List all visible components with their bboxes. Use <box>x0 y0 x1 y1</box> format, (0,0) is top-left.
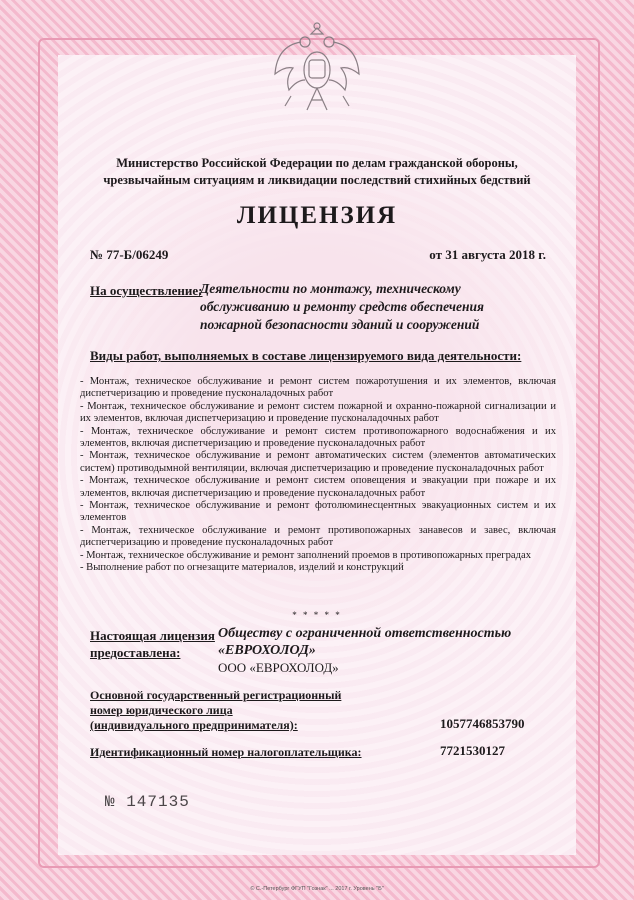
ministry-header <box>0 155 634 189</box>
grantee-label <box>90 627 215 661</box>
license-number: № 77-Б/06249 <box>90 247 169 262</box>
coat-of-arms-icon <box>271 20 363 120</box>
ministry-line-1: Министерство Российской Федерации по делам гражданской обороны, <box>116 156 518 170</box>
grantee-name <box>218 625 548 659</box>
grantee-short-name: ООО «ЕВРОХОЛОД» <box>218 660 339 675</box>
list-item: - Монтаж, техническое обслуживание и ремонт противопожарных занавесов и завес, включая диспетчеризацию и проведение пусконаладочных работ <box>80 524 556 549</box>
list-item: - Выполнение работ по огнезащите материалов, изделий и конструкций <box>80 562 404 574</box>
works-list <box>80 376 556 575</box>
activity-label: На осуществление: <box>90 283 203 298</box>
list-item: - Монтаж, техническое обслуживание и ремонт автоматических систем (элементов автоматических систем) противодымной вентиляции, включая диспетчеризацию и проведение пусконаладочных работ <box>80 450 556 474</box>
list-item: - Монтаж, техническое обслуживание и ремонт фотолюминесцентных эвакуационных систем и их элементов <box>80 500 556 524</box>
list-item: - Монтаж, техническое обслуживание и ремонт систем оповещения и эвакуации при пожаре и их элементов, включая диспетчеризацию и проведение пусконаладочных работ <box>80 475 556 499</box>
grantee-name-line-1: Обществу с ограниченной ответственностью <box>218 626 512 641</box>
works-heading: Виды работ, выполняемых в составе лицензируемого вида деятельности: <box>90 348 522 363</box>
activity-text: Деятельности по монтажу, техническому обслуживанию и ремонту средств обеспечения пожарной безопасности зданий и сооружений <box>200 281 484 332</box>
grantee-label-line-2: предоставлена: <box>90 645 181 660</box>
list-item: - Монтаж, техническое обслуживание и ремонт систем противопожарного водоснабжения и их элементов, включая диспетчеризацию и проведение пусконаладочных работ <box>80 425 556 450</box>
serial-number: № 147135 <box>105 793 190 811</box>
ogrn-label-line-2: номер юридического лица <box>90 703 233 717</box>
list-item: - Монтаж, техническое обслуживание и ремонт заполнений проемов в противопожарных преградах <box>80 549 532 561</box>
ogrn-label <box>90 688 341 733</box>
ogrn-label-line-1: Основной государственный регистрационный <box>90 688 342 702</box>
inn-label: Идентификационный номер налогоплательщика: <box>90 745 362 759</box>
ogrn-label-line-3: (индивидуального предпринимателя): <box>90 718 298 732</box>
separator-stars: * * * * * <box>292 610 342 620</box>
ministry-line-2: чрезвычайным ситуациям и ликвидации последствий стихийных бедствий <box>103 173 531 187</box>
document-title: ЛИЦЕНЗИЯ <box>236 202 398 229</box>
list-item: - Монтаж, техническое обслуживание и ремонт систем пожаротушения и их элементов, включая диспетчеризацию и проведение пусконаладочных работ <box>80 376 556 400</box>
list-item: - Монтаж, техническое обслуживание и ремонт систем пожарной и охранно-пожарной сигнализации и их элементов, включая диспетчеризацию и проведение пусконаладочных работ <box>80 400 556 425</box>
grantee-label-line-1: Настоящая лицензия <box>90 628 215 643</box>
ogrn-value: 1057746853790 <box>440 716 525 731</box>
license-date: от 31 августа 2018 г. <box>429 247 546 262</box>
grantee-name-line-2: «ЕВРОХОЛОД» <box>218 643 316 658</box>
printer-footer: © С.-Петербург ФГУП "Гознак" ... 2017 г. Уровень "Б" <box>250 886 384 892</box>
inn-value: 7721530127 <box>440 743 505 758</box>
